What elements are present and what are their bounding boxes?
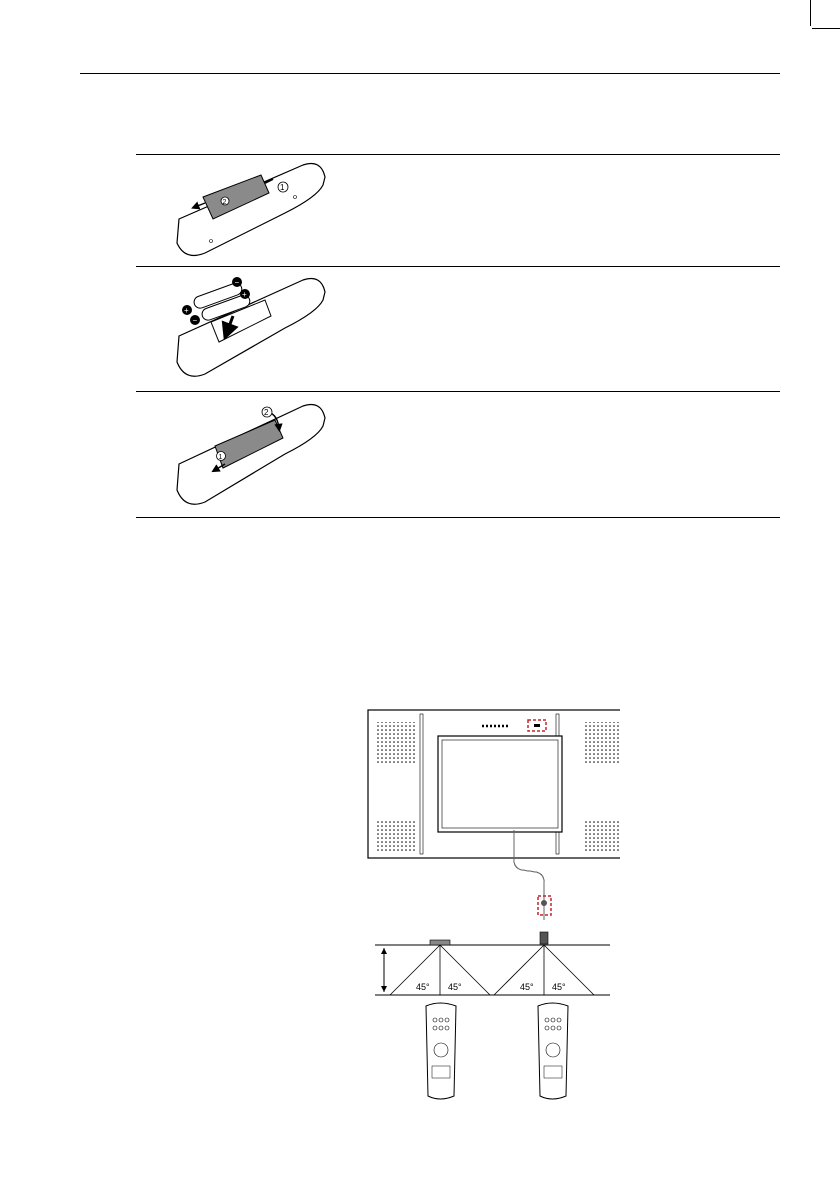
angle-label: 45° bbox=[552, 982, 566, 992]
crop-mark-top-vertical bbox=[810, 0, 811, 26]
table-rule-row2 bbox=[136, 391, 780, 392]
remote-open-cover-illustration bbox=[165, 157, 330, 267]
angle-label: 45° bbox=[520, 982, 534, 992]
callout-1: 1 bbox=[280, 183, 285, 192]
remote-close-cover-illustration bbox=[165, 398, 330, 508]
callout-2: 2 bbox=[222, 199, 227, 206]
vent-top-right bbox=[584, 722, 620, 764]
ir-receiver bbox=[540, 932, 548, 944]
crop-mark-top-horizontal bbox=[812, 28, 840, 29]
polarity-minus-2: − bbox=[234, 278, 240, 287]
mount-plate bbox=[438, 736, 562, 832]
vent-bottom-right bbox=[584, 820, 620, 852]
table-rule-bottom bbox=[136, 517, 780, 518]
callout-1: 1 bbox=[218, 454, 223, 461]
polarity-plus-2: + bbox=[242, 290, 247, 299]
remote-control-left bbox=[426, 1003, 456, 1099]
remote-control-right bbox=[538, 1003, 568, 1099]
header-rule bbox=[80, 73, 780, 74]
ir-range-diagram bbox=[360, 700, 620, 1105]
polarity-minus-1: − bbox=[192, 316, 198, 325]
built-in-ir-sensor bbox=[430, 940, 450, 945]
table-rule-top bbox=[136, 154, 780, 155]
angle-label: 45° bbox=[448, 982, 462, 992]
callout-2: 2 bbox=[264, 408, 269, 417]
angle-label: 45° bbox=[416, 982, 430, 992]
remote-insert-batteries-illustration bbox=[165, 272, 330, 382]
vent-bottom-left bbox=[376, 820, 416, 852]
polarity-plus-1: + bbox=[184, 306, 189, 315]
vent-top-left bbox=[376, 722, 416, 764]
